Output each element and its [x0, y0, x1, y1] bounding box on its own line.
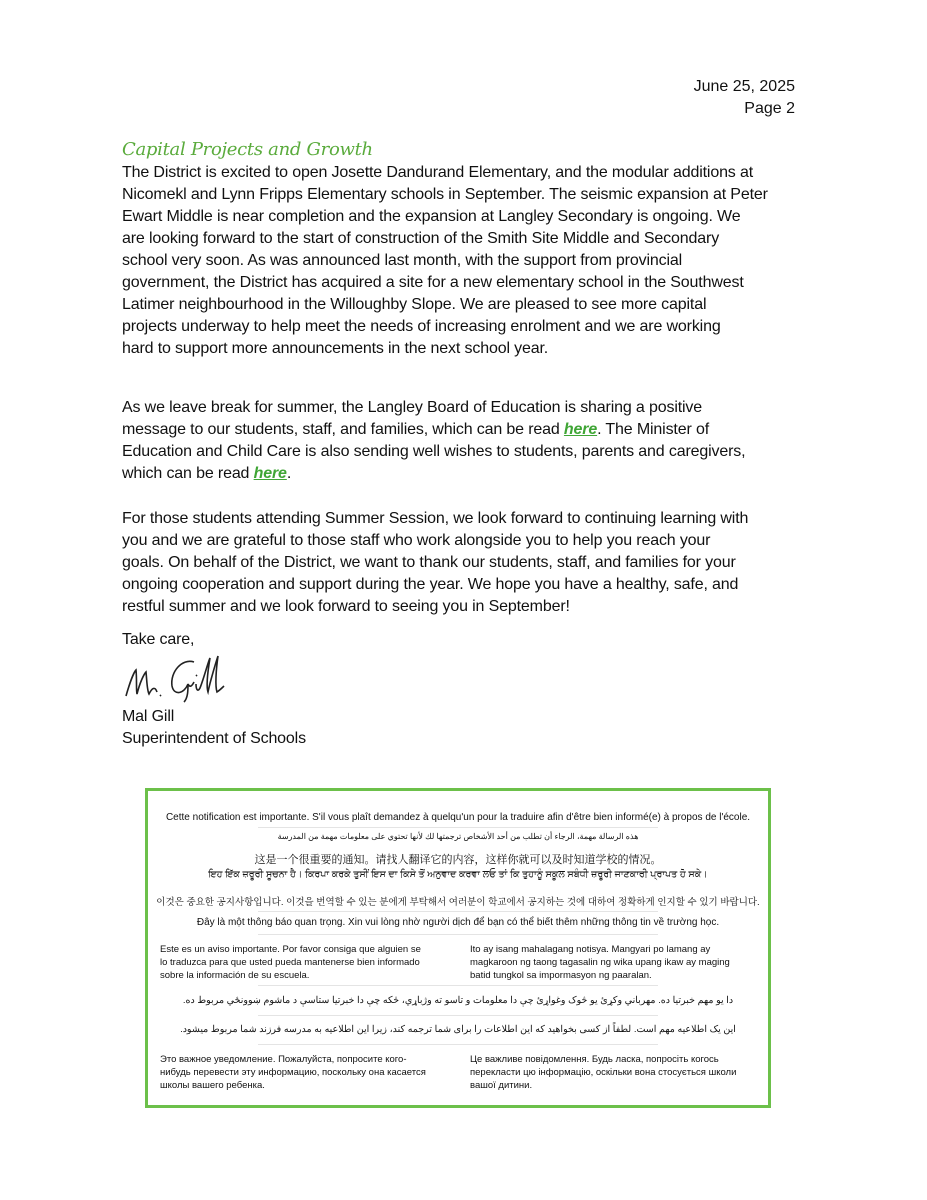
text-line: Education and Child Care is also sending well wishes to students, parents and caregivers,: [122, 443, 746, 460]
text-line: Це важливе повідомлення. Будь ласка, попросіть когось: [470, 1054, 719, 1065]
letter-header: [694, 76, 795, 120]
text-line: sobre la información de su escuela.: [160, 970, 310, 981]
text-line: The District is excited to open Josette Dandurand Elementary, and the modular additions at: [122, 164, 754, 181]
divider: [258, 911, 658, 912]
notice-ukrainian: [470, 1053, 755, 1092]
divider: [258, 827, 658, 828]
text-line: ongoing cooperation and support during the year. We hope you have a healthy, safe, and: [122, 576, 739, 593]
text-line: школы вашего ребенка.: [160, 1080, 265, 1091]
text-line: [122, 463, 745, 485]
text-segment: .: [286, 465, 292, 482]
text-segment: which can be read: [122, 465, 254, 482]
text-line: school very soon. As was announced last month, with the support from provincial: [122, 252, 683, 269]
text-line: нибудь перевести эту информацию, поскольку она касается: [160, 1067, 426, 1078]
divider: [258, 985, 658, 986]
notice-korean: 이것은 중요한 공지사항입니다. 이것을 번역할 수 있는 분에게 부탁해서 여러분이 학교에서 공지하는 것에 대하여 정확하게 인지할 수 있기 바랍니다.: [156, 897, 760, 908]
text-line: Это важное уведомление. Пожалуйста, попросите кого-: [160, 1054, 407, 1065]
notice-arabic: هذه الرسالة مهمة، الرجاء أن تطلب من أحد الأشخاص ترجمتها لك لأنها تحتوي على معلومات مهمة من المدرسة: [277, 832, 639, 841]
text-line: are looking forward to the start of construction of the Smith Site Middle and Secondary: [122, 230, 720, 247]
text-line: вашої дитини.: [470, 1080, 533, 1091]
text-line: lo traduzca para que usted pueda mantenerse bien informado: [160, 957, 420, 968]
text-line: government, the District has acquired a site for a new elementary school in the Southwest: [122, 274, 744, 291]
section-heading: Capital Projects and Growth: [122, 139, 373, 160]
notice-tagalog: [470, 943, 755, 982]
notice-punjabi: ਇਹ ਇੱਕ ਜ਼ਰੂਰੀ ਸੂਚਨਾ ਹੈ। ਕਿਰਪਾ ਕਰਕੇ ਤੁਸੀਂ ਇਸ ਦਾ ਕਿਸੇ ਤੋਂ ਅਨੁਵਾਦ ਕਰਵਾ ਲਓ ਤਾਂ ਕਿ ਤੁਹਾਨੂੰ ਸਕੂਲ ਸਬੰਧੀ ਜ਼ਰੂਰੀ ਜਾਣਕਾਰੀ ਪ੍ਰਾਪਤ ਹੋ ਸਕੇ।: [208, 869, 708, 880]
text-line: Nicomekl and Lynn Fripps Elementary schools in September. The seismic expansion at Peter: [122, 186, 768, 203]
letter-date: June 25, 2025: [693, 78, 795, 95]
text-line: For those students attending Summer Session, we look forward to continuing learning with: [122, 510, 749, 527]
paragraph-capital-projects: [122, 162, 768, 360]
text-line: Latimer neighbourhood in the Willoughby Slope. We are pleased to see more capital: [122, 296, 707, 313]
notice-spanish: [160, 943, 445, 982]
divider: [258, 1015, 658, 1016]
minister-message-link[interactable]: here: [253, 465, 287, 482]
notice-farsi: این یک اطلاعیه مهم است. لطفاً از کسی بخواهید که این اطلاعات را برای شما ترجمه کند، زیرا این اطلاعیه به مدرسه فرزند شما مربوط میشود.: [180, 1024, 736, 1035]
divider: [258, 934, 658, 935]
text-line: goals. On behalf of the District, we want to thank our students, staff, and families for your: [122, 554, 736, 571]
text-line: Este es un aviso importante. Por favor consiga que alguien se: [160, 944, 421, 955]
translation-notice-box: [145, 788, 771, 1108]
text-segment: message to our students, staff, and families, which can be read: [122, 421, 564, 438]
text-segment: . The Minister of: [597, 421, 709, 438]
text-line: As we leave break for summer, the Langley Board of Education is sharing a positive: [122, 399, 703, 416]
closing: Take care,: [122, 631, 195, 648]
signer-title: Superintendent of Schools: [122, 730, 306, 747]
notice-chinese: 这是一个很重要的通知。请找人翻译它的内容，这样你就可以及时知道学校的情况。: [254, 854, 662, 866]
page-number: Page 2: [744, 100, 795, 117]
text-line: hard to support more announcements in the next school year.: [122, 340, 549, 357]
signature: [122, 652, 232, 709]
notice-french: Cette notification est importante. S'il vous plaît demandez à quelqu'un pour la traduire afin d'être bien informé(e) à propos de l'école.: [165, 812, 751, 823]
text-line: you and we are grateful to those staff who work alongside you to help you reach your: [122, 532, 711, 549]
text-line: restful summer and we look forward to seeing you in September!: [122, 598, 570, 615]
notice-russian: [160, 1053, 445, 1092]
text-line: [122, 419, 745, 441]
text-line: projects underway to help meet the needs of increasing enrolment and we are working: [122, 318, 721, 335]
notice-vietnamese: Đây là một thông báo quan trọng. Xin vui lòng nhờ người dịch để bạn có thể biết thêm những thông tin về trường học.: [196, 917, 720, 928]
text-line: magkaroon ng taong tagasalin ng wika upang ikaw ay maging: [470, 957, 730, 968]
paragraph-summer-messages: [122, 397, 745, 485]
text-line: перекласти цю інформацію, оскільки вона стосується школи: [470, 1067, 737, 1078]
text-line: Ito ay isang mahalagang notisya. Mangyari po lamang ay: [470, 944, 711, 955]
text-line: Ewart Middle is near completion and the expansion at Langley Secondary is ongoing. We: [122, 208, 741, 225]
board-message-link[interactable]: here: [563, 421, 598, 438]
text-line: batid tungkol sa impormasyon ng paaralan.: [470, 970, 652, 981]
divider: [258, 1044, 658, 1045]
notice-pashto: دا يو مهم خبرتيا ده. مهرباني وکړئ يو څوک وغواړئ چې دا معلومات و تاسو ته وژباړي، څکه چې دا خبرتيا ستاسې د ماشوم ښوونځي مربوط ده.: [182, 995, 734, 1006]
paragraph-summer-session: [122, 508, 748, 618]
signer-name: Mal Gill: [122, 708, 175, 725]
